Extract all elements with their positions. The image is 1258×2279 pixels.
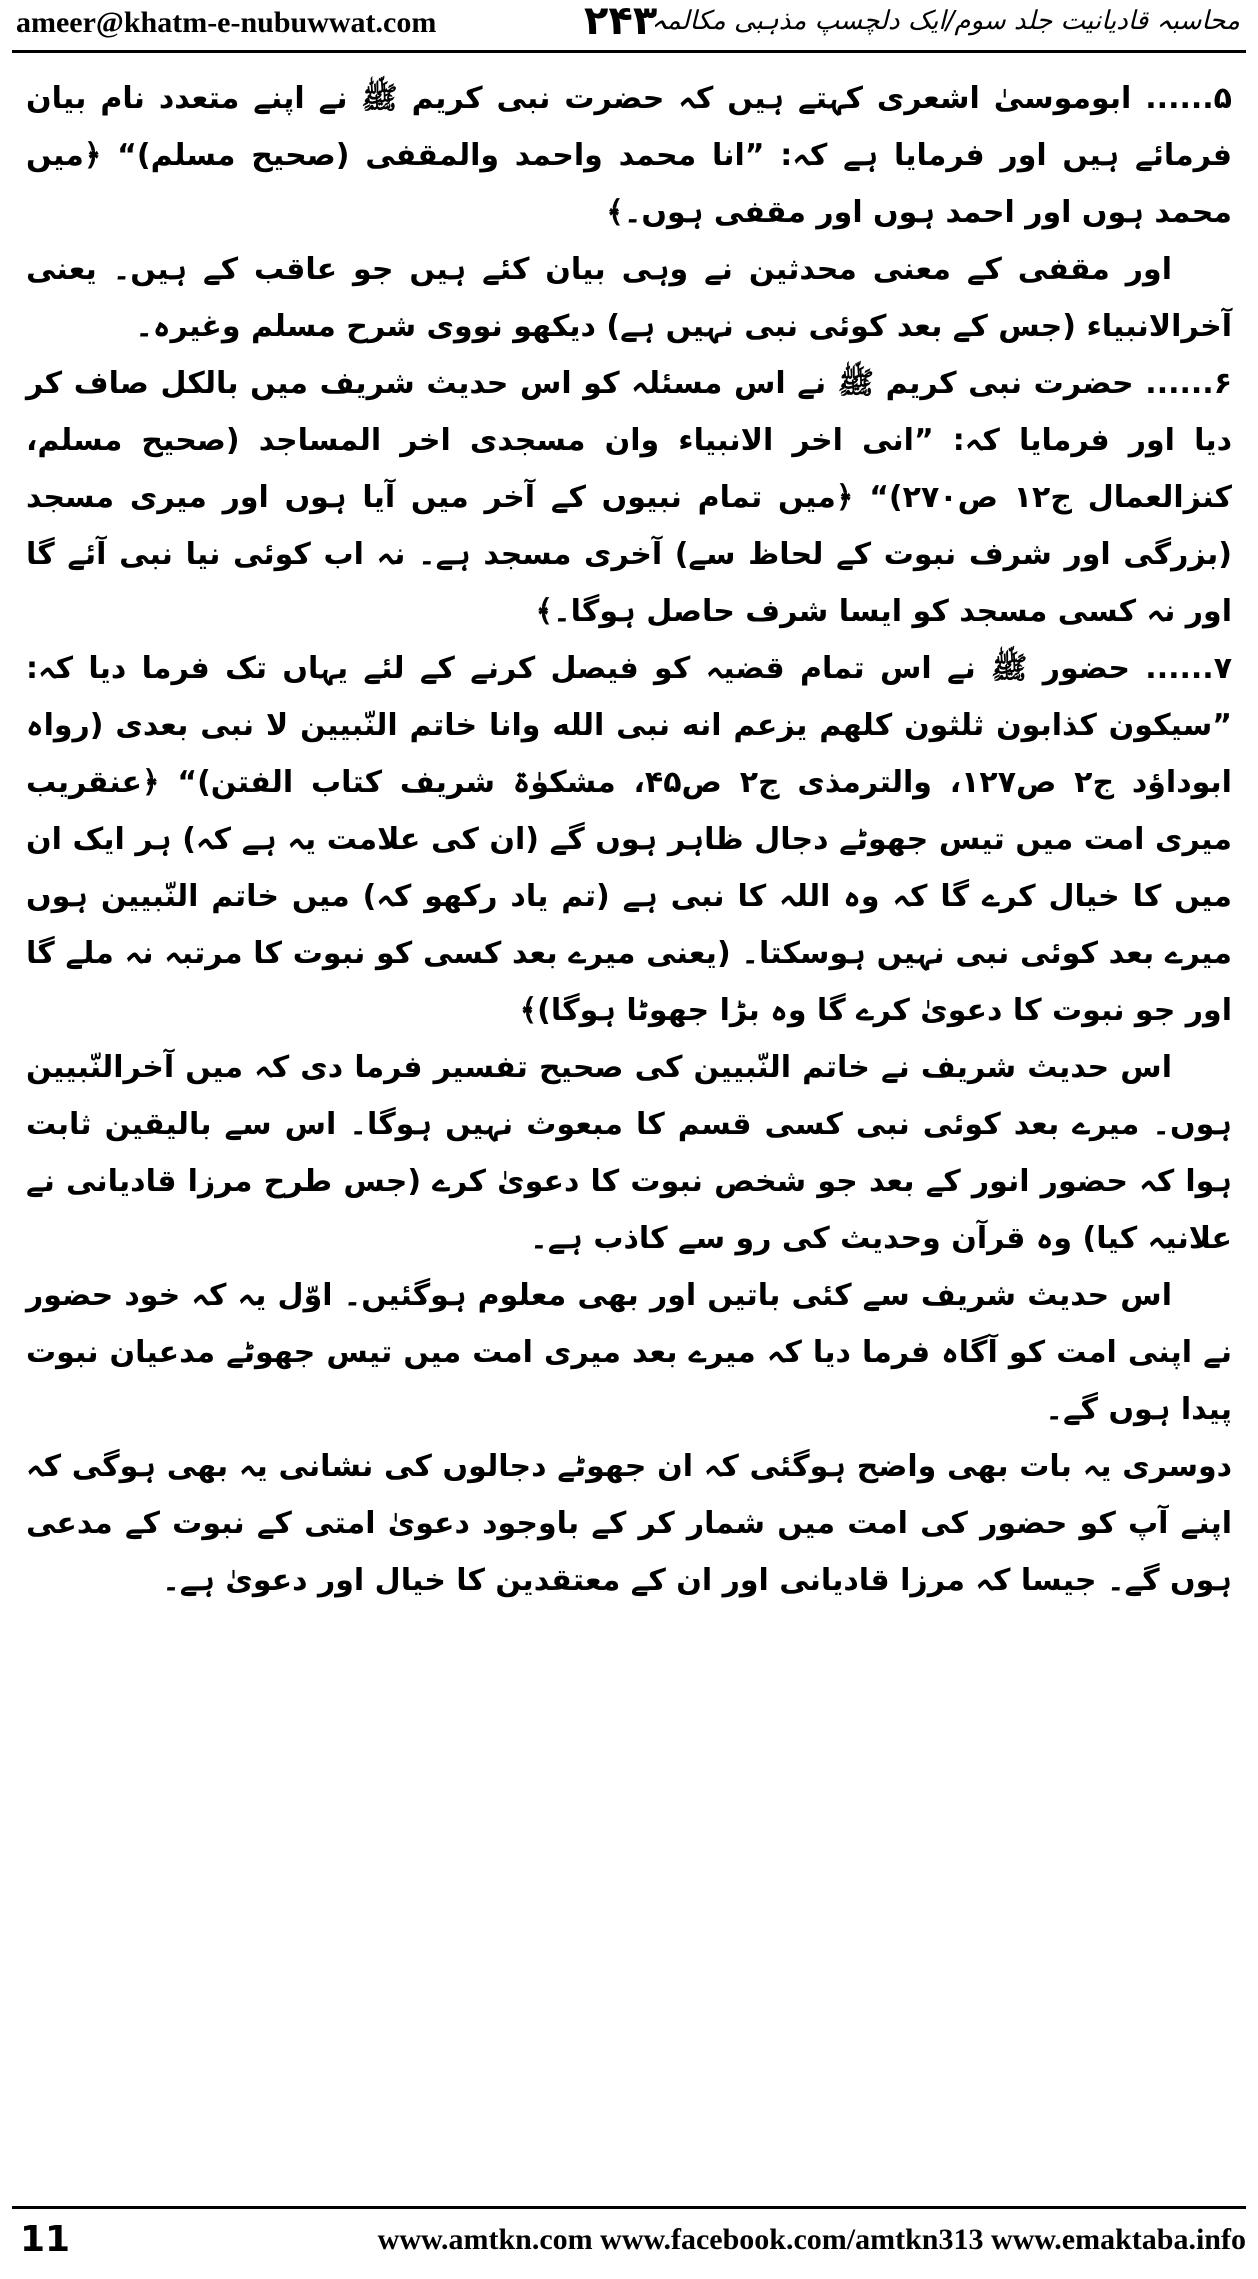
paragraph-text: اس حدیث شریف سے کئی باتیں اور بھی معلوم ہوگئیں۔ اوّل یہ کہ خود حضور نے اپنی امت کو آگاہ فرما دیا کہ میرے بعد میری امت میں تیس جھوٹے مدعیان نبوت پیدا ہوں گے۔: [26, 1278, 1232, 1427]
header-page-number: ۲۴۳: [584, 0, 658, 44]
paragraph-text: اس حدیث شریف نے خاتم النّبیین کی صحیح تفسیر فرما دی کہ میں آخرالنّبیین ہوں۔ میرے بعد کوئی نبی کسی قسم کا مبعوث نہیں ہوگا۔ اس سے بالیقین ثابت ہوا کہ حضور انور کے بعد جو شخص نبوت کا دعویٰ کرے (جس طرح مرزا قادیانی نے علانیہ کیا) وہ قرآن وحدیث کی رو سے کاذب ہے۔: [26, 1050, 1232, 1256]
page-header: [12, 0, 1246, 48]
footer-urls[interactable]: www.amtkn.com www.facebook.com/amtkn313 www.emaktaba.info: [377, 2223, 1246, 2256]
paragraph-number: ۷......: [1145, 651, 1232, 686]
footer-page-number: 11: [20, 2219, 71, 2260]
footer-rule: [12, 2206, 1246, 2209]
paragraph-text: حضور ﷺ نے اس تمام قضیہ کو فیصل کرنے کے لئے یہاں تک فرما دیا کہ: ”سیکون کذابون ثلثون کلھم یزعم انه نبی الله وانا خاتم النّبیین لا نبی بعدی (رواہ ابوداؤد ج۲ ص۱۲۷، والترمذی ج۲ ص۴۵، مشکوٰۃ شریف کتاب الفتن)“ ﴿عنقریب میری امت میں تیس جھوٹے دجال ظاہر ہوں گے (ان کی علامت یہ ہے کہ) ہر ایک ان میں کا خیال کرے گا کہ وہ اللہ کا نبی ہے (تم یاد رکھو کہ) میں خاتم النّبیین ہوں میرے بعد کوئی نبی نہیں ہوسکتا۔ (یعنی میرے بعد کسی کو نبوت کا مرتبہ نہ ملے گا اور جو نبوت کا دعویٰ کرے گا وہ بڑا جھوٹا ہوگا)﴾: [26, 651, 1232, 1028]
paragraph-text: اور مقفی کے معنی محدثین نے وہی بیان کئے ہیں جو عاقب کے ہیں۔ یعنی آخرالانبیاء (جس کے بعد کوئی نبی نہیں ہے) دیکھو نووی شرح مسلم وغیرہ۔: [26, 252, 1232, 344]
paragraph-tafsir: [26, 1039, 1232, 1267]
paragraph-6: [26, 355, 1232, 640]
header-rule: [12, 50, 1246, 53]
paragraph-text: دوسری یہ بات بھی واضح ہوگئی کہ ان جھوٹے دجالوں کی نشانی یہ بھی ہوگی کہ اپنے آپ کو حضور کی امت میں شمار کر کے باوجود دعویٰ امتی کے نبوت کے مدعی ہوں گے۔ جیسا کہ مرزا قادیانی اور ان کے معتقدین کا خیال اور دعویٰ ہے۔: [26, 1449, 1232, 1598]
page-footer: [12, 2215, 1246, 2265]
page-body: [26, 70, 1232, 2187]
paragraph-7: [26, 640, 1232, 1039]
paragraph-text: حضرت نبی کریم ﷺ نے اس مسئلہ کو اس حدیث شریف میں بالکل صاف کر دیا اور فرمایا کہ: ”انی اخر الانبیاء وان مسجدی اخر المساجد (صحیح مسلم، کنزالعمال ج۱۲ ص۲۷۰)“ ﴿میں تمام نبیوں کے آخر میں آیا ہوں اور میری مسجد (بزرگی اور شرف نبوت کے لحاظ سے) آخری مسجد ہے۔ نہ اب کوئی نیا نبی آئے گا اور نہ کسی مسجد کو ایسا شرف حاصل ہوگا۔﴾: [26, 366, 1232, 629]
header-running-title: محاسبہ قادیانیت جلد سوم/ایک دلچسپ مذہبی مکالمہ: [651, 6, 1240, 36]
paragraph-text: ابوموسیٰ اشعری کہتے ہیں کہ حضرت نبی کریم ﷺ نے اپنے متعدد نام بیان فرمائے ہیں اور فرمایا ہے کہ: ”انا محمد واحمد والمقفی (صحیح مسلم)“ ﴿میں محمد ہوں اور احمد ہوں اور مقفی ہوں۔﴾: [26, 81, 1232, 230]
paragraph-number: ۵......: [1145, 81, 1232, 116]
paragraph-muqaffi-meaning: [26, 241, 1232, 355]
paragraph-second-point: [26, 1438, 1232, 1609]
paragraph-first-point: [26, 1267, 1232, 1438]
paragraph-number: ۶......: [1145, 366, 1232, 401]
paragraph-5: [26, 70, 1232, 241]
header-email[interactable]: ameer@khatm-e-nubuwwat.com: [16, 6, 437, 39]
